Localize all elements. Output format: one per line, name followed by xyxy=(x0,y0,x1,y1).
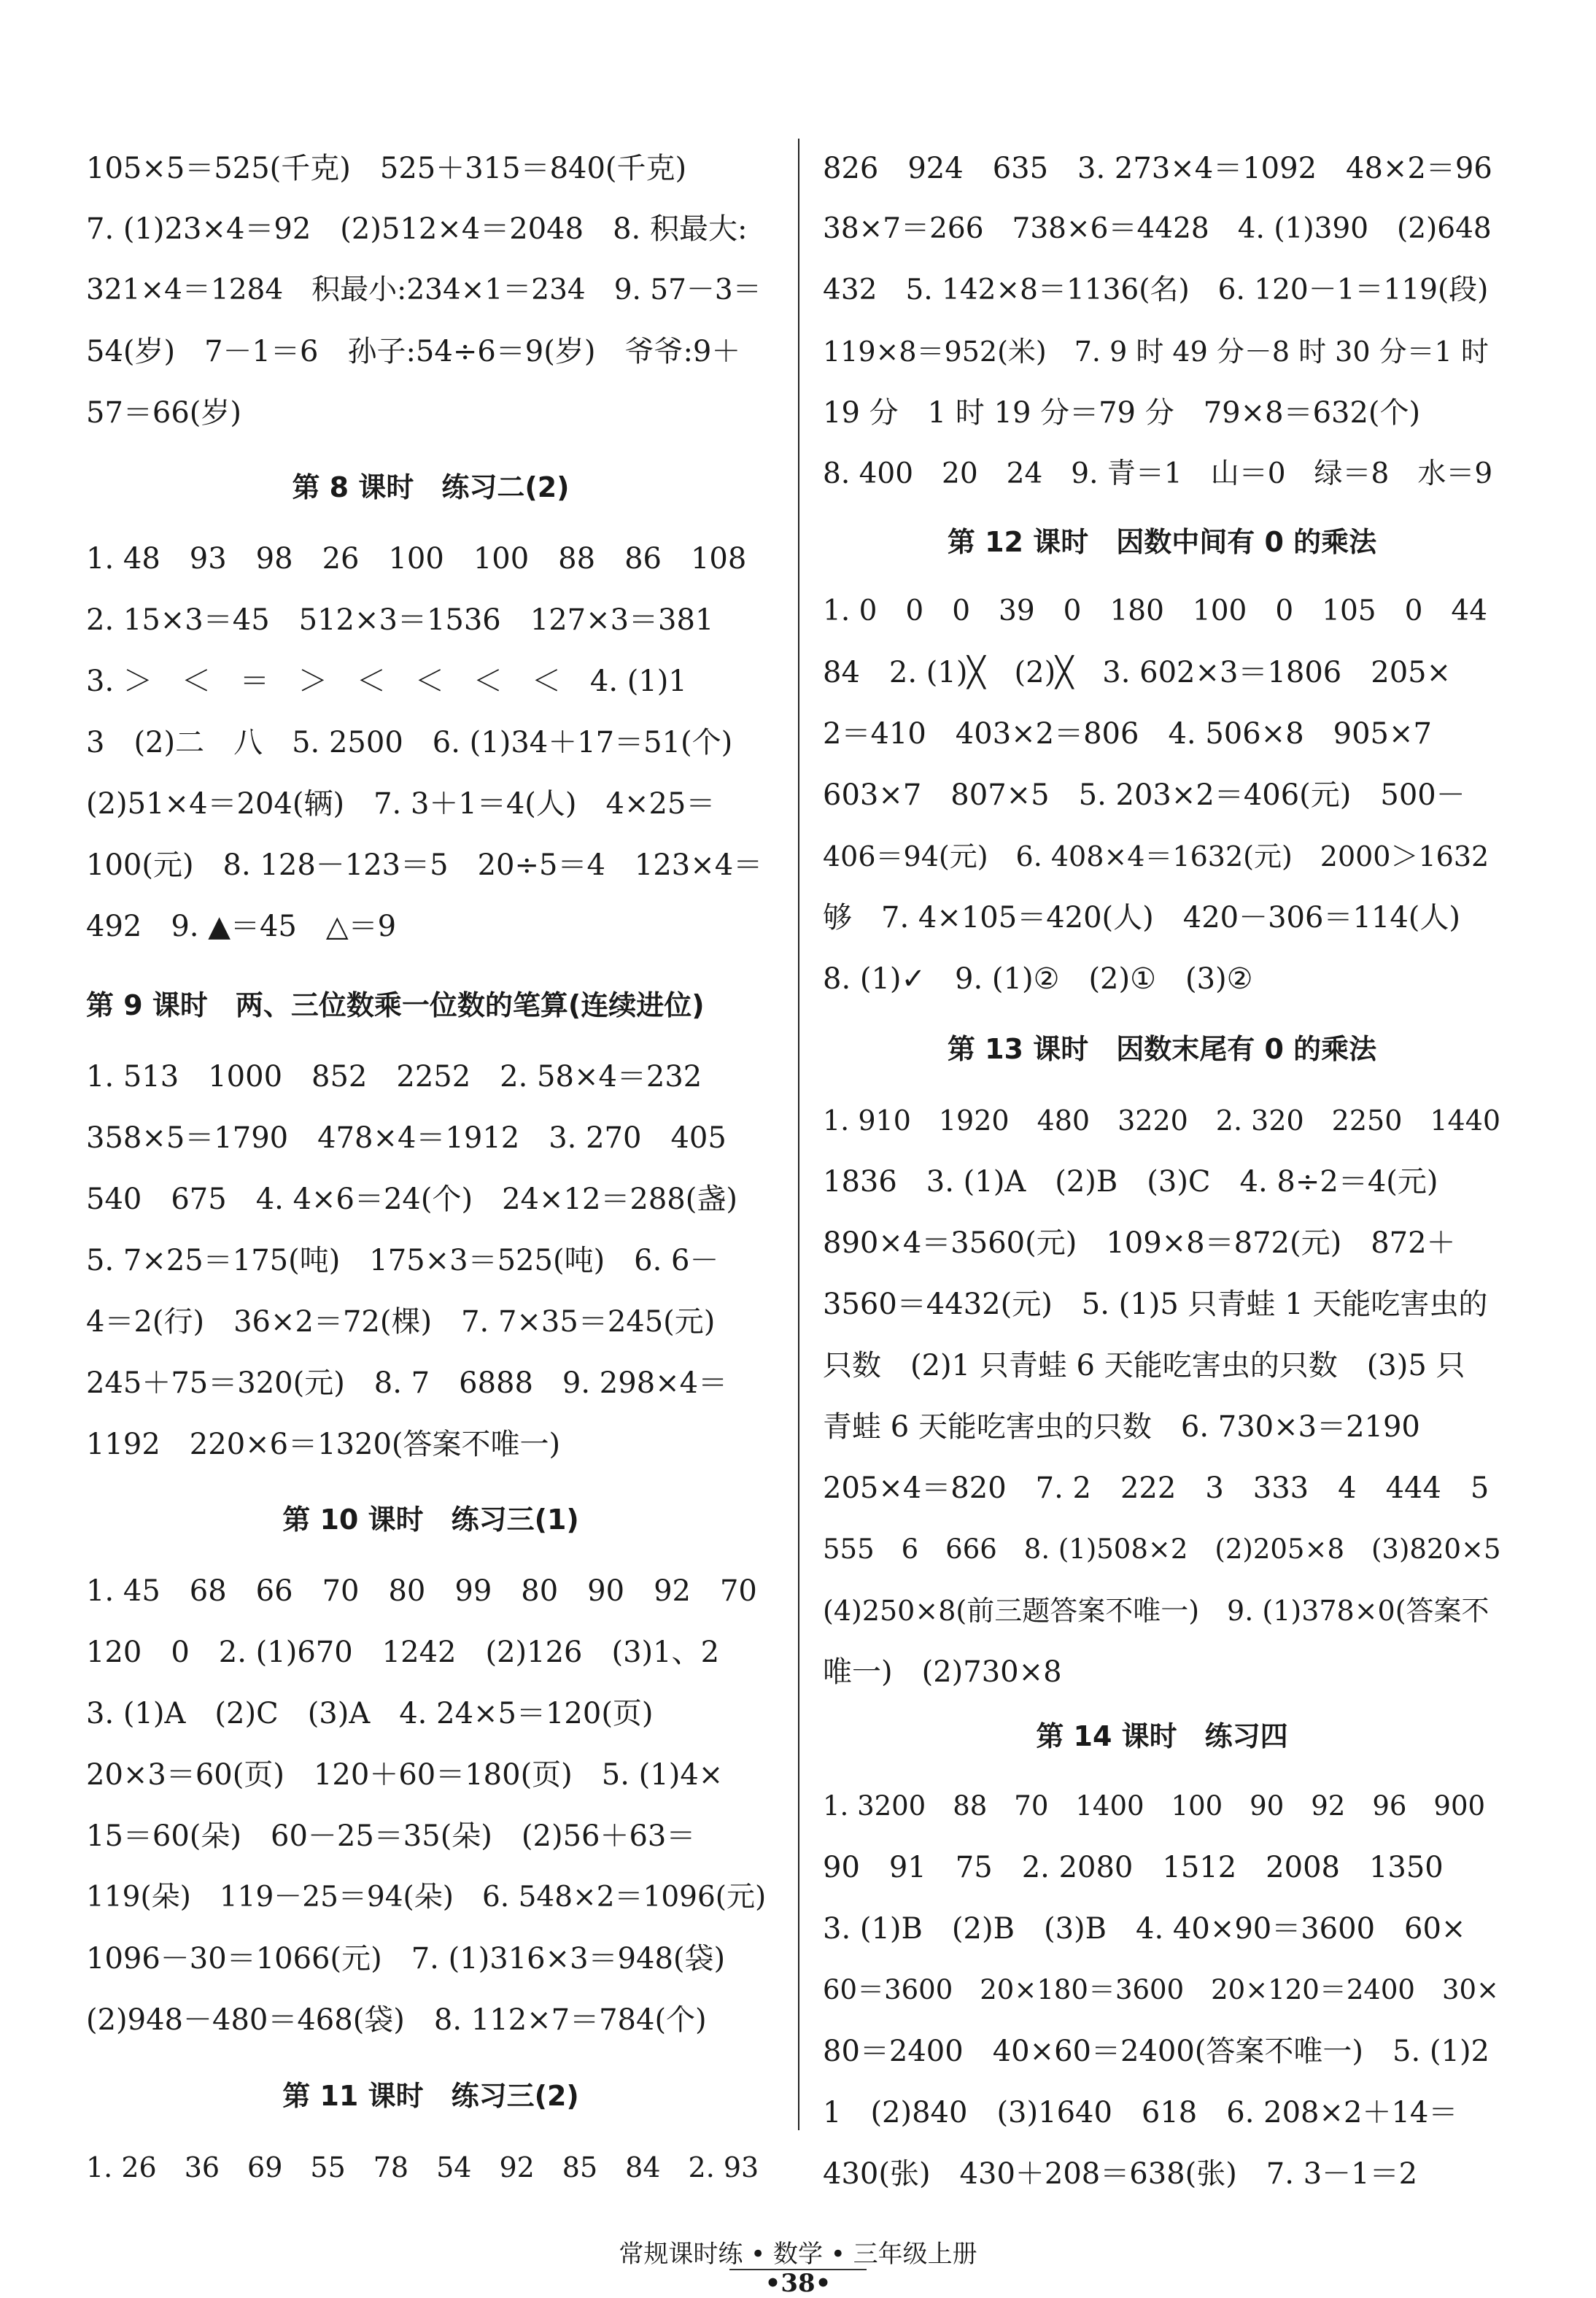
answer-line: 60＝3600 20×180＝3600 20×120＝2400 30× xyxy=(823,1974,1500,2005)
answer-line: 826 924 635 3. 273×4＝1092 48×2＝96 xyxy=(823,152,1492,185)
answer-line: 19 分 1 时 19 分＝79 分 79×8＝632(个) xyxy=(823,396,1421,430)
answer-line: 432 5. 142×8＝1136(名) 6. 120－1＝119(段) xyxy=(823,274,1489,306)
lesson-heading-14: 第 14 课时 练习四 xyxy=(1036,1720,1288,1752)
answer-line: 15＝60(朵) 60－25＝35(朵) (2)56＋63＝ xyxy=(86,1819,696,1853)
lesson-heading-12: 第 12 课时 因数中间有 0 的乘法 xyxy=(947,526,1377,558)
answer-line: 5. 7×25＝175(吨) 175×3＝525(吨) 6. 6－ xyxy=(86,1244,719,1277)
answer-line: 青蛙 6 天能吃害虫的只数 6. 730×3＝2190 xyxy=(823,1410,1420,1444)
answer-line: 603×7 807×5 5. 203×2＝406(元) 500－ xyxy=(823,778,1465,812)
answer-line: 8. (1)✓ 9. (1)② (2)① (3)② xyxy=(823,962,1253,996)
column-divider xyxy=(798,139,799,2130)
answer-line: 540 675 4. 4×6＝24(个) 24×12＝288(盏) xyxy=(86,1183,737,1216)
lesson-heading-10: 第 10 课时 练习三(1) xyxy=(282,1504,579,1536)
answer-line: 890×4＝3560(元) 109×8＝872(元) 872＋ xyxy=(823,1226,1456,1260)
answer-line: 80＝2400 40×60＝2400(答案不唯一) 5. (1)2 xyxy=(823,2035,1490,2068)
answer-line: 3 (2)二 八 5. 2500 6. (1)34＋17＝51(个) xyxy=(86,726,733,759)
answer-line: 1 (2)840 (3)1640 618 6. 208×2＋14＝ xyxy=(823,2096,1458,2129)
answer-line: 1. 45 68 66 70 80 99 80 90 92 70 xyxy=(86,1574,757,1608)
answer-line: 406＝94(元) 6. 408×4＝1632(元) 2000＞1632 xyxy=(823,840,1490,873)
answer-line: 321×4＝1284 积最小:234×1＝234 9. 57－3＝ xyxy=(86,274,762,306)
lesson-heading-13: 第 13 课时 因数末尾有 0 的乘法 xyxy=(947,1033,1377,1065)
answer-line: 1. 48 93 98 26 100 100 88 86 108 xyxy=(86,542,747,576)
book-title-footer: 常规课时练 • 数学 • 三年级上册 xyxy=(619,2240,977,2269)
answer-line: 492 9. ▲＝45 △＝9 xyxy=(86,910,397,943)
answer-line: (4)250×8(前三题答案不唯一) 9. (1)378×0(答案不 xyxy=(823,1595,1490,1627)
answer-line: 555 6 666 8. (1)508×2 (2)205×8 (3)820×5 xyxy=(823,1533,1501,1565)
answer-line: (2)948－480＝468(袋) 8. 112×7＝784(个) xyxy=(86,2003,707,2037)
answer-line: 100(元) 8. 128－123＝5 20÷5＝4 123×4＝ xyxy=(86,848,763,882)
answer-line: 够 7. 4×105＝420(人) 420－306＝114(人) xyxy=(823,901,1461,935)
answer-line: 1. 910 1920 480 3220 2. 320 2250 1440 xyxy=(823,1104,1501,1137)
answer-line: 只数 (2)1 只青蛙 6 天能吃害虫的只数 (3)5 只 xyxy=(823,1349,1465,1382)
answer-line: 唯一) (2)730×8 xyxy=(823,1655,1062,1689)
answer-line: 1. 0 0 0 39 0 180 100 0 105 0 44 xyxy=(823,595,1488,627)
answer-line: 3. (1)B (2)B (3)B 4. 40×90＝3600 60× xyxy=(823,1912,1466,1946)
answer-line: 2. 15×3＝45 512×3＝1536 127×3＝381 xyxy=(86,603,714,637)
answer-line: 245＋75＝320(元) 8. 7 6888 9. 298×4＝ xyxy=(86,1366,728,1400)
answer-line: 38×7＝266 738×6＝4428 4. (1)390 (2)648 xyxy=(823,212,1492,245)
answer-line: 1096－30＝1066(元) 7. (1)316×3＝948(袋) xyxy=(86,1942,726,1976)
answer-line: 358×5＝1790 478×4＝1912 3. 270 405 xyxy=(86,1121,727,1155)
answer-line: (2)51×4＝204(辆) 7. 3＋1＝4(人) 4×25＝ xyxy=(86,787,716,821)
lesson-heading-11: 第 11 课时 练习三(2) xyxy=(282,2080,579,2112)
answer-line: 54(岁) 7－1＝6 孙子:54÷6＝9(岁) 爷爷:9＋ xyxy=(86,335,741,368)
answer-line: 1. 513 1000 852 2252 2. 58×4＝232 xyxy=(86,1060,702,1094)
answer-line: 20×3＝60(页) 120＋60＝180(页) 5. (1)4× xyxy=(86,1758,724,1792)
answer-line: 57＝66(岁) xyxy=(86,396,242,430)
answer-line: 430(张) 430＋208＝638(张) 7. 3－1＝2 xyxy=(823,2157,1418,2191)
answer-line: 3. (1)A (2)C (3)A 4. 24×5＝120(页) xyxy=(86,1697,654,1730)
answer-line: 8. 400 20 24 9. 青＝1 山＝0 绿＝8 水＝9 xyxy=(823,457,1493,490)
answer-line: 105×5＝525(千克) 525＋315＝840(千克) xyxy=(86,152,687,185)
answer-line: 84 2. (1)╳ (2)╳ 3. 602×3＝1806 205× xyxy=(823,656,1452,689)
answer-line: 1192 220×6＝1320(答案不唯一) xyxy=(86,1428,561,1461)
answer-line: 119(朵) 119－25＝94(朵) 6. 548×2＝1096(元) xyxy=(86,1881,767,1914)
page-number: •38• xyxy=(764,2269,832,2298)
answer-line: 1. 26 36 69 55 78 54 92 85 84 2. 93 xyxy=(86,2151,759,2183)
answer-line: 205×4＝820 7. 2 222 3 333 4 444 5 xyxy=(823,1471,1490,1505)
answer-line: 3560＝4432(元) 5. (1)5 只青蛙 1 天能吃害虫的 xyxy=(823,1288,1488,1321)
answer-line: 4＝2(行) 36×2＝72(棵) 7. 7×35＝245(元) xyxy=(86,1305,716,1339)
answer-line: 120 0 2. (1)670 1242 (2)126 (3)1、2 xyxy=(86,1636,720,1669)
answer-line: 2＝410 403×2＝806 4. 506×8 905×7 xyxy=(823,717,1432,751)
answer-line: 1. 3200 88 70 1400 100 90 92 96 900 xyxy=(823,1790,1486,1822)
answer-line: 90 91 75 2. 2080 1512 2008 1350 xyxy=(823,1851,1444,1884)
lesson-heading-8: 第 8 课时 练习二(2) xyxy=(292,471,570,503)
answer-line: 119×8＝952(米) 7. 9 时 49 分－8 时 30 分＝1 时 xyxy=(823,336,1489,368)
lesson-heading-9: 第 9 课时 两、三位数乘一位数的笔算(连续进位) xyxy=(86,989,705,1021)
answer-line: 1836 3. (1)A (2)B (3)C 4. 8÷2＝4(元) xyxy=(823,1165,1438,1199)
answer-line: 7. (1)23×4＝92 (2)512×4＝2048 8. 积最大: xyxy=(86,212,748,246)
answer-line: 3. ＞ ＜ ＝ ＞ ＜ ＜ ＜ ＜ 4. (1)1 xyxy=(86,665,687,698)
